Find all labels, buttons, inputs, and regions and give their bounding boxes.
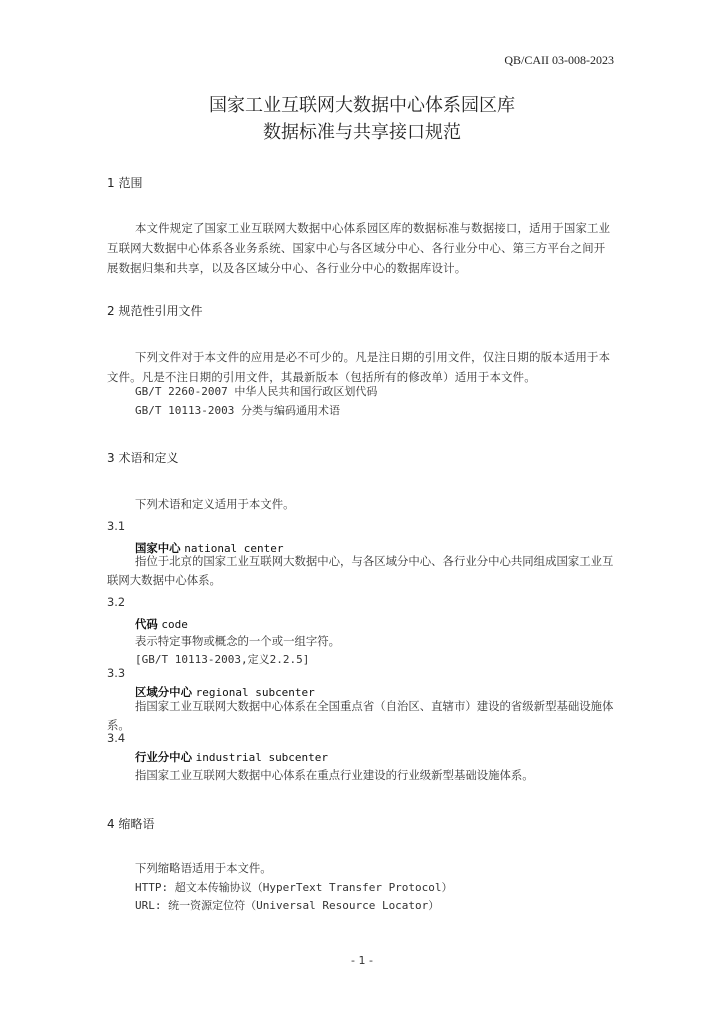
abbr-intro: 下列缩略语适用于本文件。	[135, 861, 272, 875]
abbr-item: URL: 统一资源定位符（Universal Resource Locator）	[135, 899, 440, 912]
document-title-line2: 数据标准与共享接口规范	[263, 122, 461, 143]
scope-text: 本文件规定了国家工业互联网大数据中心体系园区库的数据标准与数据接口，适用于国家工业互联网大数据中心体系各业务系统、国家中心与各区域分中心、各行业分中心、第三方平台之间开展数据归集和共享，以及各区域分中心、各行业分中心的数据库设计。	[107, 221, 611, 275]
term-number: 3.1	[107, 519, 126, 533]
term-number: 3.4	[107, 731, 126, 745]
term-definition	[107, 697, 615, 735]
term-definition: 表示特定事物或概念的一个或一组字符。	[135, 634, 341, 648]
term-cn: 行业分中心	[135, 750, 192, 764]
section-heading-refs: 2 规范性引用文件	[107, 304, 203, 318]
ref-item: GB/T 10113-2003 分类与编码通用术语	[135, 404, 340, 417]
term-source: [GB/T 10113-2003,定义2.2.5]	[135, 653, 310, 666]
term-number: 3.3	[107, 666, 126, 680]
term-number: 3.2	[107, 595, 126, 609]
term-en: code	[161, 618, 188, 631]
document-title-line1: 国家工业互联网大数据中心体系园区库	[209, 95, 515, 116]
ref-item: GB/T 2260-2007 中华人民共和国行政区划代码	[135, 385, 378, 398]
term-en: national center	[184, 542, 284, 555]
term-cn: 国家中心	[135, 541, 181, 555]
section-heading-terms: 3 术语和定义	[107, 451, 179, 465]
term-cn: 区域分中心	[135, 685, 192, 699]
term-definition	[107, 552, 615, 590]
document-code: QB/CAII 03-008-2023	[504, 53, 614, 67]
term-title	[135, 616, 188, 632]
refs-text: 下列文件对于本文件的应用是必不可少的。凡是注日期的引用文件，仅注日期的版本适用于本文件。凡是不注日期的引用文件，其最新版本（包括所有的修改单）适用于本文件。	[107, 350, 611, 384]
page-number: - 1 -	[351, 954, 373, 967]
term-en: regional subcenter	[195, 686, 315, 699]
term-definition-text: 指国家工业互联网大数据中心体系在全国重点省（自治区、直辖市）建设的省级新型基础设施体系。	[107, 699, 614, 732]
section-heading-abbr: 4 缩略语	[107, 817, 155, 831]
term-title	[135, 749, 328, 765]
section-heading-scope: 1 范围	[107, 176, 143, 190]
term-definition-text: 指位于北京的国家工业互联网大数据中心，与各区域分中心、各行业分中心共同组成国家工业互联网大数据中心体系。	[107, 554, 614, 587]
term-en: industrial subcenter	[195, 751, 329, 764]
terms-intro: 下列术语和定义适用于本文件。	[135, 497, 295, 511]
scope-paragraph	[107, 218, 615, 278]
term-definition: 指国家工业互联网大数据中心体系在重点行业建设的行业级新型基础设施体系。	[135, 768, 534, 782]
refs-paragraph	[107, 347, 615, 387]
abbr-item: HTTP: 超文本传输协议（HyperText Transfer Protocol）	[135, 881, 453, 894]
term-cn: 代码	[135, 617, 158, 631]
